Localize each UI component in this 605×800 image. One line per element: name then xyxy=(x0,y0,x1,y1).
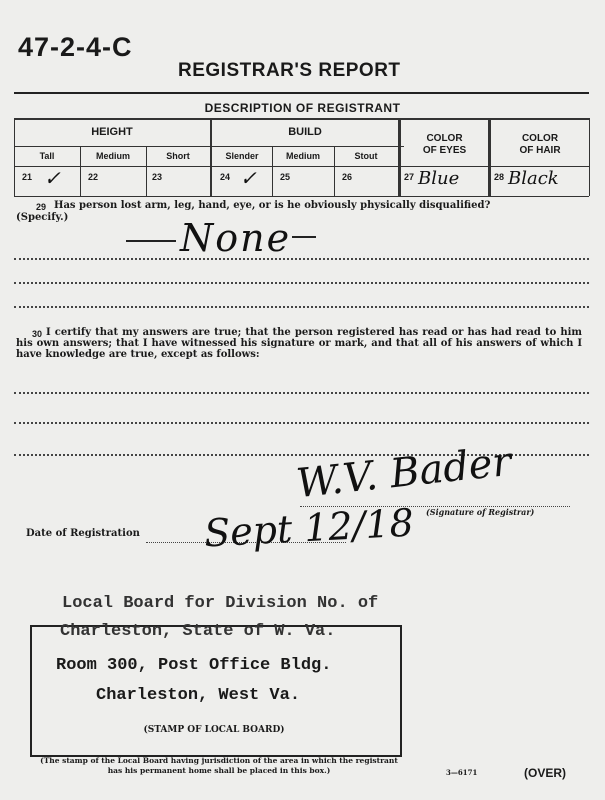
q29-number: 29 xyxy=(36,202,47,212)
section-heading: DESCRIPTION OF REGISTRANT xyxy=(204,101,401,115)
q29-question: Has person lost arm, leg, hand, eye, or is he obviously physically disqualified? xyxy=(54,200,491,211)
q30-number: 30 xyxy=(32,329,43,339)
divider xyxy=(14,92,589,94)
height-header: HEIGHT xyxy=(91,126,133,138)
cell-num-28: 28 xyxy=(494,172,505,182)
serial-number: 47-2-4-C xyxy=(18,32,133,62)
cell-num-22: 22 xyxy=(88,172,99,182)
q29-dash-left xyxy=(126,240,176,242)
hair-color-value: Black xyxy=(508,168,559,189)
col-slender: Slender xyxy=(225,151,259,161)
local-board-line4: Charleston, West Va. xyxy=(96,686,301,705)
eyes-header-line1: COLOR xyxy=(426,133,463,144)
col-medium-height: Medium xyxy=(95,151,130,161)
over-label: (OVER) xyxy=(524,766,566,780)
footer-note: (The stamp of the Local Board having jurisdiction of the area in which the registrant has his permanent home shall be placed in this box.) xyxy=(40,756,398,775)
col-stout: Stout xyxy=(354,151,378,161)
answer-line xyxy=(14,258,589,260)
cell-num-21: 21 xyxy=(22,172,33,182)
answer-line xyxy=(14,282,589,284)
eyes-header-line2: OF EYES xyxy=(422,145,467,156)
checkmark-tall: ✓ xyxy=(44,166,61,190)
page-title: REGISTRAR'S REPORT xyxy=(178,60,401,81)
hair-header-line2: OF HAIR xyxy=(519,145,561,156)
cell-num-27: 27 xyxy=(404,172,415,182)
answer-line xyxy=(14,306,589,308)
registration-date: Sept 12/18 xyxy=(202,500,415,556)
cell-num-24: 24 xyxy=(220,172,231,182)
date-label: Date of Registration xyxy=(26,528,140,539)
q29-answer: None xyxy=(180,216,292,260)
answer-line xyxy=(14,392,589,394)
form-number: 3—6171 xyxy=(446,768,478,777)
build-header: BUILD xyxy=(288,126,322,138)
local-board-line1: Local Board for Division No. of xyxy=(62,594,379,613)
stamp-caption: (STAMP OF LOCAL BOARD) xyxy=(143,725,285,735)
eye-color-value: Blue xyxy=(418,168,460,189)
q29-specify: (Specify.) xyxy=(16,212,69,223)
signature-caption: (Signature of Registrar) xyxy=(426,507,535,517)
answer-line xyxy=(14,422,589,424)
cell-num-26: 26 xyxy=(342,172,353,182)
hair-header-line1: COLOR xyxy=(521,133,559,144)
cell-num-25: 25 xyxy=(280,172,291,182)
col-medium-build: Medium xyxy=(285,151,320,161)
registrar-signature: W.V. Bader xyxy=(294,438,514,508)
col-short: Short xyxy=(166,151,190,161)
col-tall: Tall xyxy=(39,151,55,161)
q29-dash-right xyxy=(292,236,316,238)
local-board-line3: Room 300, Post Office Bldg. xyxy=(56,656,332,675)
q30-certification: I certify that my answers are true; that the person registered has read or has had read to him his own answers; that I have witnessed his signature or mark, and that all of his answers of which I have knowledge are true, except as follows: xyxy=(16,327,582,360)
cell-num-23: 23 xyxy=(152,172,163,182)
checkmark-slender: ✓ xyxy=(240,166,257,190)
local-board-line2: Charleston, State of W. Va. xyxy=(60,622,336,641)
